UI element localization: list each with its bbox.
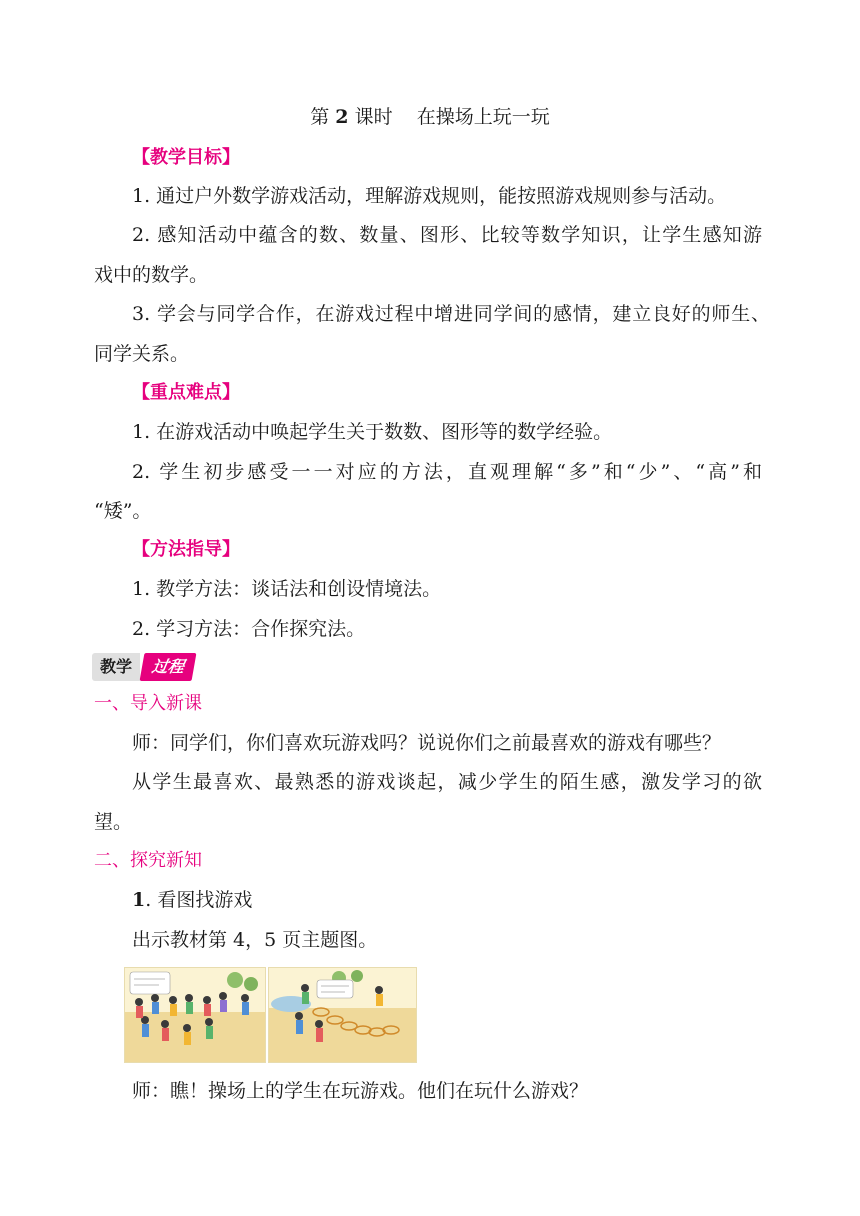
method-1: 1. 教学方法：谈话法和创设情境法。 bbox=[132, 578, 442, 600]
objective-3-line1: 3. 学会与同学合作，在游戏过程中增进同学间的感情，建立良好的师生、 bbox=[132, 303, 770, 325]
banner-right: 过程 bbox=[140, 653, 197, 681]
part2-para1: 出示教材第 4，5 页主题图。 bbox=[132, 929, 378, 951]
lesson-title: 第 2 课时 在操场上玩一玩 bbox=[310, 106, 550, 128]
keypoint-1: 1. 在游戏活动中唤起学生关于数数、图形等的数学经验。 bbox=[132, 421, 613, 443]
part2-subheading: 1. 看图找游戏 bbox=[132, 889, 253, 911]
textbook-illustration-page5 bbox=[268, 967, 417, 1063]
keypoints-heading: 【重点难点】 bbox=[132, 382, 240, 403]
part1-para2-line1: 从学生最喜欢、最熟悉的游戏谈起，减少学生的陌生感，激发学习的欲 bbox=[132, 771, 762, 793]
part1-para1: 师：同学们，你们喜欢玩游戏吗？说说你们之前最喜欢的游戏有哪些？ bbox=[132, 732, 722, 754]
part1-para2-line2: 望。 bbox=[94, 811, 133, 833]
part2-heading: 二、探究新知 bbox=[94, 850, 202, 871]
keypoint-2-line1: 2. 学生初步感受一一对应的方法，直观理解“多”和“少”、“高”和 bbox=[132, 461, 762, 483]
process-banner bbox=[92, 653, 194, 681]
objective-2-line2: 戏中的数学。 bbox=[94, 264, 209, 286]
objective-3-line2: 同学关系。 bbox=[94, 343, 190, 365]
method-2: 2. 学习方法：合作探究法。 bbox=[132, 618, 366, 640]
objective-2-line1: 2. 感知活动中蕴含的数、数量、图形、比较等数学知识，让学生感知游 bbox=[132, 224, 762, 246]
keypoint-2-line2: “矮”。 bbox=[94, 500, 152, 522]
part2-para2: 师：瞧！操场上的学生在玩游戏。他们在玩什么游戏？ bbox=[132, 1080, 589, 1102]
methods-heading: 【方法指导】 bbox=[132, 539, 240, 560]
banner-left: 教学 bbox=[92, 653, 140, 681]
textbook-illustration-page4 bbox=[124, 967, 266, 1063]
objectives-heading: 【教学目标】 bbox=[132, 147, 240, 168]
part1-heading: 一、导入新课 bbox=[94, 693, 202, 714]
objective-1: 1. 通过户外数学游戏活动，理解游戏规则，能按照游戏规则参与活动。 bbox=[132, 185, 727, 207]
